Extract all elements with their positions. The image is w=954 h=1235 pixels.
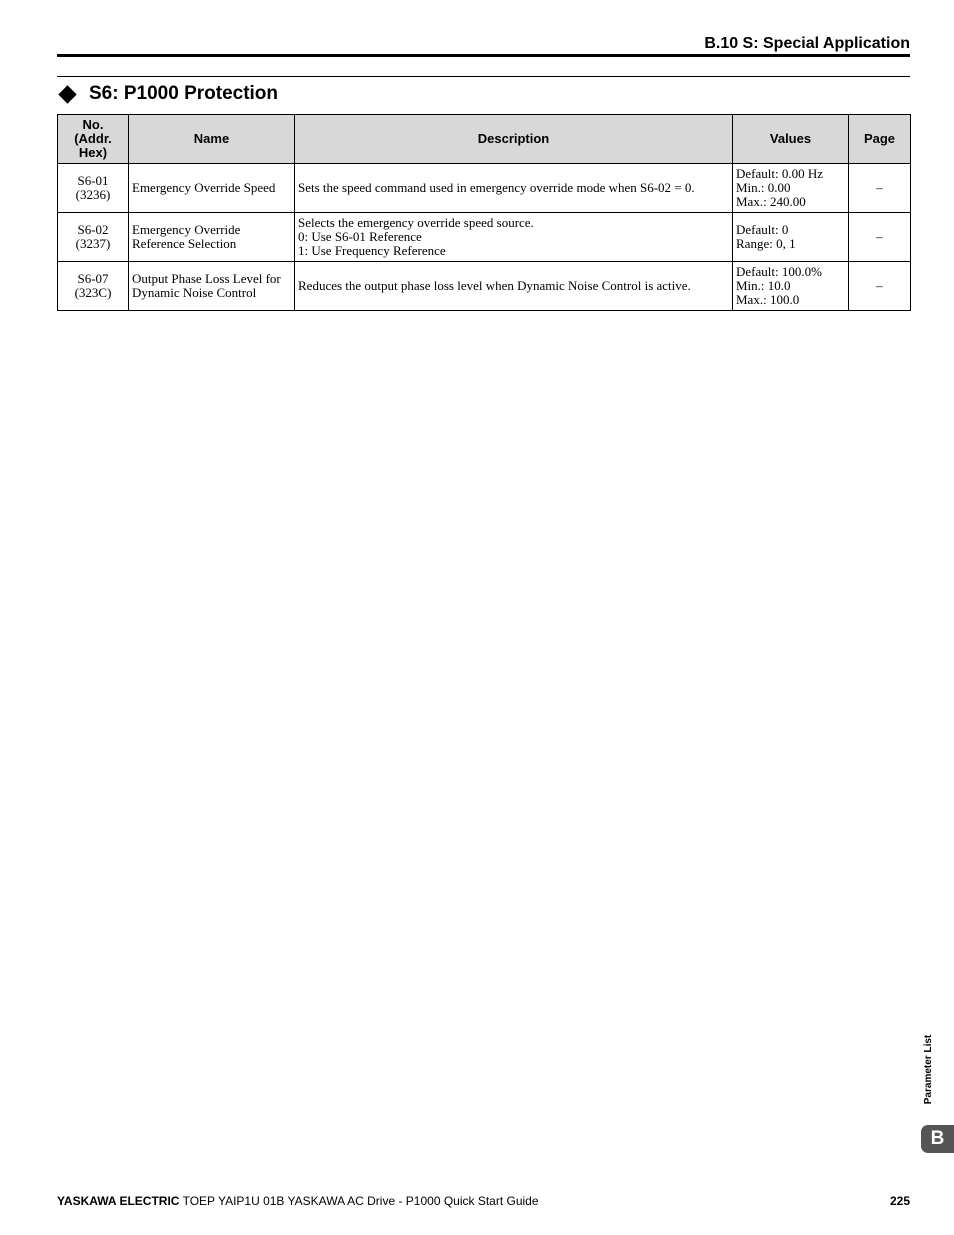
param-address: (3237) (75, 236, 111, 251)
param-name: Output Phase Loss Level for (132, 271, 281, 286)
side-tab-label (922, 1030, 936, 1108)
chapter-tab-letter: B (930, 1128, 945, 1149)
param-value: Default: 100.0% (736, 264, 822, 279)
param-value: Default: 0.00 Hz (736, 166, 824, 181)
cell-page: – (849, 164, 911, 213)
param-number: S6-01 (77, 173, 109, 188)
header-description: Description (295, 115, 733, 164)
param-value: Min.: 0.00 (736, 180, 791, 195)
param-address: (3236) (75, 187, 111, 202)
param-description: Reduces the output phase loss level when Dynamic Noise Control is active. (298, 278, 691, 293)
section-title: S6: P1000 Protection (89, 83, 279, 104)
cell-name (129, 262, 295, 311)
section-heading (57, 82, 278, 106)
param-number: S6-07 (77, 271, 109, 286)
table-header-row (58, 115, 911, 164)
param-value: Min.: 10.0 (736, 278, 791, 293)
param-value: Range: 0, 1 (736, 236, 796, 251)
header-name: Name (129, 115, 295, 164)
cell-no (58, 213, 129, 262)
table-row (58, 164, 911, 213)
cell-description (295, 164, 733, 213)
side-tab-label-text: Parameter List (923, 1034, 935, 1104)
cell-values (733, 213, 849, 262)
cell-description (295, 213, 733, 262)
cell-no (58, 262, 129, 311)
table-row (58, 262, 911, 311)
param-value: Default: 0 (736, 222, 789, 237)
cell-name (129, 164, 295, 213)
param-name: Dynamic Noise Control (132, 285, 257, 300)
chapter-tab (921, 1125, 954, 1153)
running-header: B.10 S: Special Application (704, 35, 910, 52)
cell-values (733, 164, 849, 213)
header-values: Values (733, 115, 849, 164)
param-description: 1: Use Frequency Reference (298, 243, 446, 258)
header-no-line: No. (82, 117, 104, 132)
cell-page: – (849, 262, 911, 311)
param-name: Emergency Override (132, 222, 241, 237)
cell-description (295, 262, 733, 311)
param-value: Max.: 240.00 (736, 194, 806, 209)
footer-doc-title: TOEP YAIP1U 01B YASKAWA AC Drive - P1000 Quick Start Guide (182, 1194, 539, 1208)
param-number: S6-02 (77, 222, 109, 237)
header-rule (57, 54, 910, 57)
cell-values (733, 262, 849, 311)
param-name: Reference Selection (132, 236, 237, 251)
cell-no (58, 164, 129, 213)
param-value: Max.: 100.0 (736, 292, 800, 307)
footer-brand: YASKAWA ELECTRIC (57, 1194, 180, 1208)
param-description: 0: Use S6-01 Reference (298, 229, 422, 244)
param-address: (323C) (74, 285, 112, 300)
cell-name (129, 213, 295, 262)
diamond-bullet-icon (58, 85, 76, 103)
header-no-line: (Addr. (74, 131, 112, 146)
footer-doc-info (57, 1194, 539, 1208)
page-number: 225 (889, 1194, 910, 1208)
param-name: Emergency Override Speed (132, 180, 276, 195)
section-rule (57, 76, 910, 77)
param-description: Selects the emergency override speed source. (298, 215, 534, 230)
parameter-table (57, 114, 911, 311)
header-no-line: Hex) (78, 145, 108, 160)
param-description: Sets the speed command used in emergency override mode when S6-02 = 0. (298, 180, 695, 195)
header-page: Page (849, 115, 911, 164)
header-no (58, 115, 129, 164)
table-row (58, 213, 911, 262)
cell-page: – (849, 213, 911, 262)
